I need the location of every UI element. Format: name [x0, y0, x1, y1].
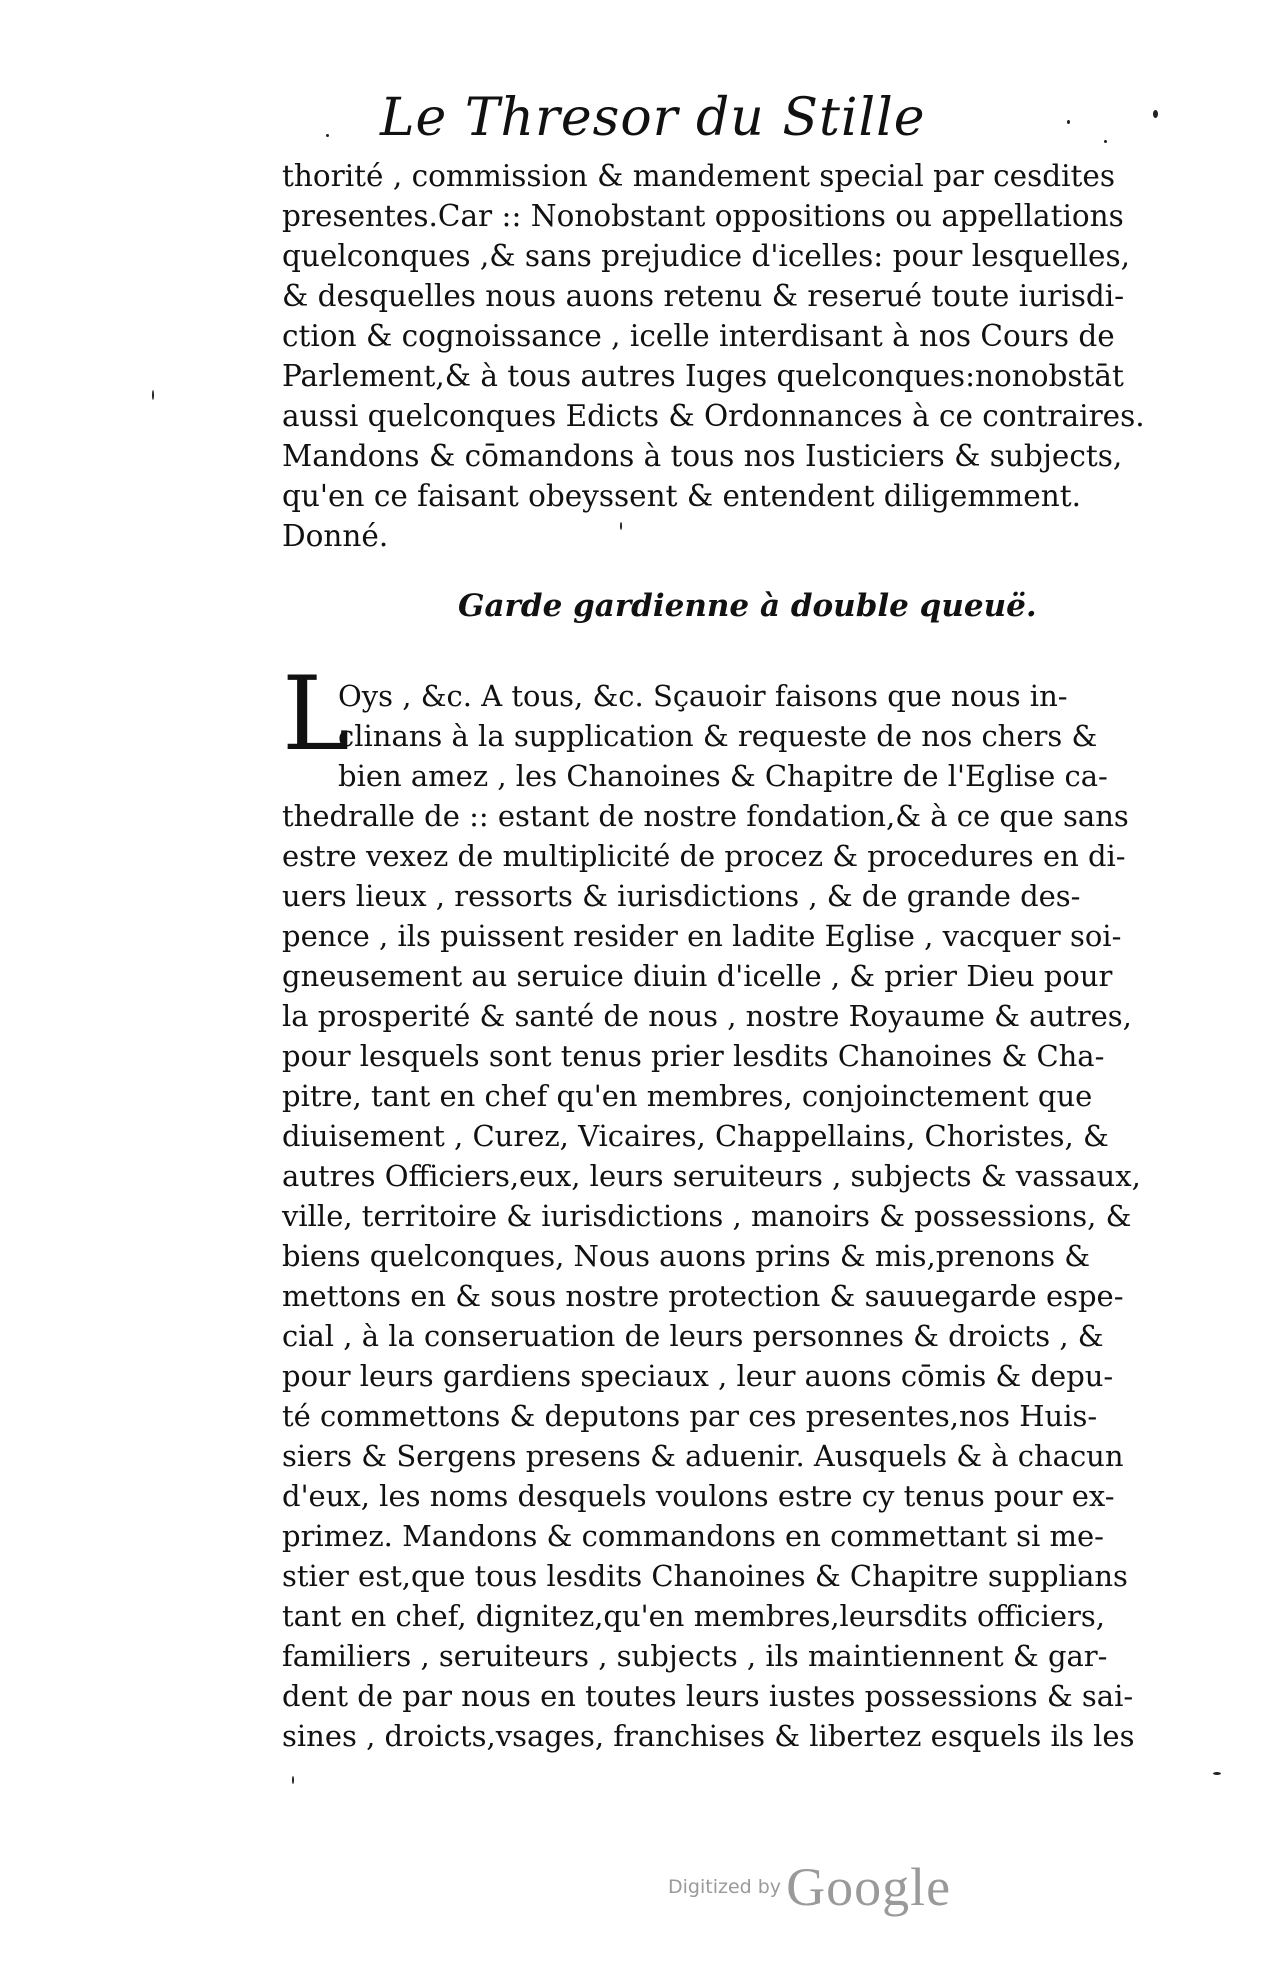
- text-line: bien amez , les Chanoines & Chapitre de l'Eglise ca-: [338, 759, 1108, 793]
- text-line: & desquelles nous auons retenu & reserué toute iurisdi-: [282, 279, 1125, 313]
- text-line: quelconques ,& sans prejudice d'icelles: pour lesquelles,: [282, 239, 1130, 273]
- text-line: gneusement au seruice diuin d'icelle , & prier Dieu pour: [282, 959, 1113, 993]
- text-line: familiers , seruiteurs , subjects , ils maintiennent & gar-: [282, 1639, 1108, 1673]
- text-line: biens quelconques, Nous auons prins & mis,prenons &: [282, 1239, 1091, 1273]
- text-line: stier est,que tous lesdits Chanoines & Chapitre supplians: [282, 1559, 1128, 1593]
- google-wordmark: Google: [786, 1857, 952, 1917]
- text-line: d'eux, les noms desquels voulons estre cy tenus pour ex-: [282, 1479, 1115, 1513]
- drop-cap: L: [282, 655, 350, 774]
- text-line: ction & cognoissance , icelle interdisant à nos Cours de: [282, 319, 1115, 353]
- scan-speck: [1153, 110, 1158, 118]
- text-line: Donné.: [282, 519, 389, 553]
- text-line: Mandons & cōmandons à tous nos Iusticiers & subjects,: [282, 439, 1123, 473]
- scan-speck: [1067, 120, 1070, 124]
- text-line: cial , à la conseruation de leurs personnes & droicts , &: [282, 1319, 1104, 1353]
- text-line: pence , ils puissent resider en ladite Eglise , vacquer soi-: [282, 919, 1122, 953]
- section-heading: Garde gardienne à double queuë.: [458, 588, 1037, 624]
- text-line: thedralle de :: estant de nostre fondation,& à ce que sans: [282, 799, 1129, 833]
- text-line: siers & Sergens presens & aduenir. Ausquels & à chacun: [282, 1439, 1124, 1473]
- scan-speck: [1104, 140, 1107, 143]
- text-line: autres Officiers,eux, leurs seruiteurs , subjects & vassaux,: [282, 1159, 1141, 1193]
- digitized-by-google-watermark: [668, 1856, 1008, 1916]
- text-line: dent de par nous en toutes leurs iustes possessions & sai-: [282, 1679, 1134, 1713]
- text-line: mettons en & sous nostre protection & sauuegarde espe-: [282, 1279, 1124, 1313]
- text-line: tant en chef, dignitez,qu'en membres,leursdits officiers,: [282, 1599, 1105, 1633]
- scan-speck: [1213, 1772, 1221, 1775]
- text-line: sines , droicts,vsages, franchises & libertez esquels ils les: [282, 1719, 1135, 1753]
- text-line: la prosperité & santé de nous , nostre Royaume & autres,: [282, 999, 1132, 1033]
- text-line: ville, territoire & iurisdictions , manoirs & possessions, &: [282, 1199, 1132, 1233]
- text-line: estre vexez de multiplicité de procez & procedures en di-: [282, 839, 1126, 873]
- text-line: qu'en ce faisant obeyssent & entendent diligemment.: [282, 479, 1081, 513]
- text-line: pour lesquels sont tenus prier lesdits Chanoines & Cha-: [282, 1039, 1105, 1073]
- text-line: pitre, tant en chef qu'en membres, conjoinctement que: [282, 1079, 1093, 1113]
- text-line: Oys , &c. A tous, &c. Sçauoir faisons que nous in-: [338, 679, 1068, 713]
- digitized-by-label: Digitized by: [668, 1876, 782, 1898]
- text-line: primez. Mandons & commandons en commettant si me-: [282, 1519, 1104, 1553]
- text-line: Parlement,& à tous autres Iuges quelconques:nonobstāt: [282, 359, 1124, 393]
- text-line: presentes.Car :: Nonobstant oppositions ou appellations: [282, 199, 1124, 233]
- text-line: thorité , commission & mandement special par cesdites: [282, 159, 1115, 193]
- paragraph-garde-gardienne: [282, 676, 1152, 1756]
- scan-speck: [152, 390, 154, 400]
- text-line: té commettons & deputons par ces presentes,nos Huis-: [282, 1399, 1098, 1433]
- paragraph-continued: [282, 156, 1152, 556]
- text-line: clinans à la supplication & requeste de nos chers &: [338, 719, 1098, 753]
- scan-speck: [620, 522, 622, 530]
- text-line: pour leurs gardiens speciaux , leur auons cōmis & depu-: [282, 1359, 1114, 1393]
- scan-speck: [292, 1776, 294, 1784]
- scan-speck: [326, 134, 329, 137]
- text-line: uers lieux , ressorts & iurisdictions , & de grande des-: [282, 879, 1081, 913]
- text-line: aussi quelconques Edicts & Ordonnances à ce contraires.: [282, 399, 1145, 433]
- running-head: Le Thresor du Stille: [380, 88, 926, 148]
- text-line: diuisement , Curez, Vicaires, Chappellains, Choristes, &: [282, 1119, 1109, 1153]
